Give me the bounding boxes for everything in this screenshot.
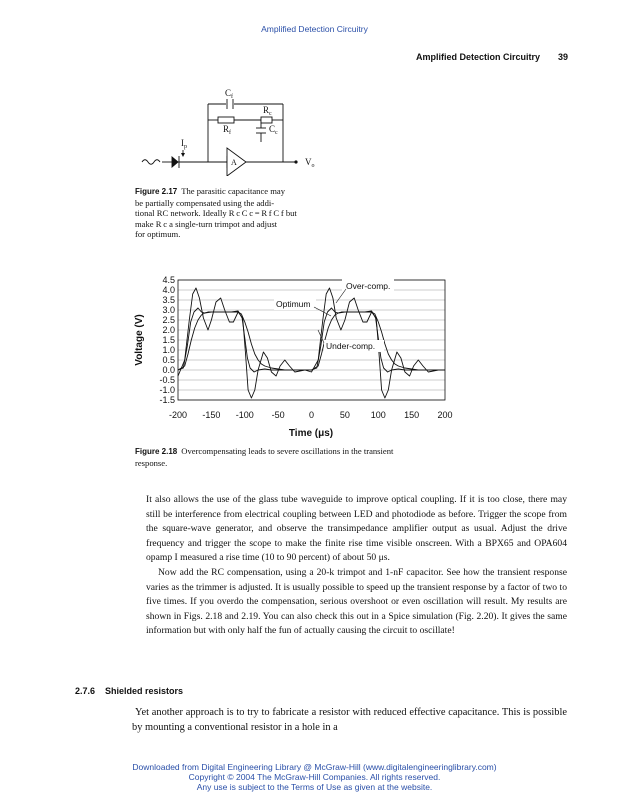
page-number: 39 bbox=[557, 52, 568, 62]
running-head-title: Amplified Detection Circuitry bbox=[415, 52, 540, 62]
y-tick-label: -0.5 bbox=[159, 375, 175, 385]
rf-label: $R_f$ bbox=[223, 124, 232, 136]
x-tick-label: 150 bbox=[404, 410, 420, 420]
cf-label: $C_f$ bbox=[225, 88, 234, 100]
y-tick-label: 4.5 bbox=[162, 275, 175, 285]
annotation-optimum: Optimum bbox=[276, 299, 311, 309]
photodiode-symbol bbox=[172, 150, 185, 168]
caption-line: make R c a single-turn trimpot and adjust bbox=[135, 218, 278, 229]
y-tick-label: 4.0 bbox=[162, 285, 175, 295]
section-number: 2.7.6 bbox=[75, 686, 96, 696]
x-tick-label: 200 bbox=[437, 410, 453, 420]
running-head bbox=[300, 52, 568, 62]
amp-label: A bbox=[231, 158, 237, 167]
compensation-resistor-rc bbox=[261, 117, 272, 123]
figure-2-17-label: Figure 2.17 bbox=[135, 187, 178, 196]
annotation-over-comp: Over-comp. bbox=[346, 281, 391, 291]
y-tick-label: 1.5 bbox=[162, 335, 175, 345]
x-tick-label: -50 bbox=[271, 410, 285, 420]
transient-response-chart bbox=[126, 270, 466, 442]
y-tick-label: 2.5 bbox=[162, 315, 175, 325]
caption-line: for optimum. bbox=[135, 229, 181, 239]
y-tick-label: 0.5 bbox=[162, 355, 175, 365]
footer-line[interactable]: Downloaded from Digital Engineering Library @ McGraw-Hill (www.digitalengineeringlibrary.com) bbox=[132, 762, 497, 772]
body-text bbox=[146, 493, 567, 639]
y-axis-label: Voltage (V) bbox=[134, 314, 145, 366]
paragraph: It also allows the use of the glass tube waveguide to improve optical coupling. If it is too close, there may still be interference from electrical coupling between LED and photodiode as before. Trigger the scope from the square-wave generator, and observe the transimpedance amplifier output as usual. Adjust the drive frequency and trigger the scope to make the finite rise time visible onscreen. With a BPX65 and OPA604 opamp I measured a rise time (10 to 90 percent) of about 50 μs. bbox=[146, 494, 567, 564]
footer-line: Copyright © 2004 The McGraw-Hill Companies. All rights reserved. bbox=[188, 772, 441, 782]
y-tick-label: 2.0 bbox=[162, 325, 175, 335]
x-tick-labels bbox=[169, 410, 453, 420]
caption-line: response. bbox=[135, 457, 168, 468]
paragraph: Yet another approach is to try to fabricate a resistor with reduced effective capacitance. This is possible by mounting a conventional resistor in a hole in a bbox=[132, 707, 567, 733]
y-tick-label: 3.0 bbox=[162, 305, 175, 315]
download-footer bbox=[0, 762, 629, 792]
footer-line: Any use is subject to the Terms of Use as given at the website. bbox=[196, 782, 433, 792]
annotation-leaders bbox=[314, 289, 346, 343]
transimpedance-circuit-diagram bbox=[128, 86, 328, 176]
y-tick-label: 0.0 bbox=[162, 365, 175, 375]
compensation-capacitor-cc bbox=[256, 128, 266, 133]
section-title: Shielded resistors bbox=[105, 686, 184, 696]
x-tick-label: 50 bbox=[339, 410, 350, 420]
ip-label: $I_p$ bbox=[181, 138, 187, 150]
annotation-under-comp: Under-comp. bbox=[326, 341, 376, 351]
y-tick-labels bbox=[159, 275, 175, 405]
caption-line: tional RC network. Ideally R c C c = R f C f but bbox=[135, 208, 297, 218]
figure-2-17-caption bbox=[135, 186, 325, 240]
y-tick-label: -1.5 bbox=[159, 395, 175, 405]
x-tick-label: 100 bbox=[370, 410, 386, 420]
caption-line: be partially compensated using the addi- bbox=[135, 197, 275, 208]
series-line-under-comp bbox=[178, 312, 445, 370]
rc-label: $R_c$ bbox=[263, 105, 272, 117]
x-axis-label: Time (μs) bbox=[288, 428, 334, 439]
section-heading bbox=[75, 686, 183, 696]
caption-line: The parasitic capacitance may bbox=[181, 186, 286, 196]
vo-label: $V_o$ bbox=[305, 157, 315, 169]
caption-line: Overcompensating leads to severe oscillations in the transient bbox=[181, 446, 394, 456]
cc-label: $C_c$ bbox=[269, 124, 278, 136]
circuit-wires bbox=[142, 104, 296, 168]
y-tick-label: 1.0 bbox=[162, 345, 175, 355]
site-banner: Amplified Detection Circuitry bbox=[261, 24, 368, 34]
figure-2-18-label: Figure 2.18 bbox=[135, 447, 178, 456]
x-tick-label: -100 bbox=[235, 410, 254, 420]
x-tick-label: -200 bbox=[168, 410, 188, 420]
x-tick-label: 0 bbox=[308, 410, 315, 420]
y-tick-label: 3.5 bbox=[162, 295, 175, 305]
y-tick-label: -1.0 bbox=[159, 385, 175, 395]
figure-2-18-caption bbox=[135, 446, 475, 468]
feedback-resistor-rf bbox=[218, 117, 234, 123]
paragraph: Now add the RC compensation, using a 20-k trimpot and 1-nF capacitor. See how the transient response varies as the trimmer is adjusted. It is usually possible to speed up the transient response by a factor of two to five times. If you overdo the compensation, serious overshoot or even oscillation will result. My results are shown in Figs. 2.18 and 2.19. You can also check this out in a Spice simulation (Fig. 2.20). It gives the same information but with only half the fun of actually causing the circuit to oscillate! bbox=[146, 566, 567, 637]
output-node bbox=[294, 160, 297, 163]
section-body bbox=[132, 705, 567, 735]
feedback-capacitor-cf bbox=[227, 99, 233, 109]
x-tick-label: -150 bbox=[202, 410, 221, 420]
